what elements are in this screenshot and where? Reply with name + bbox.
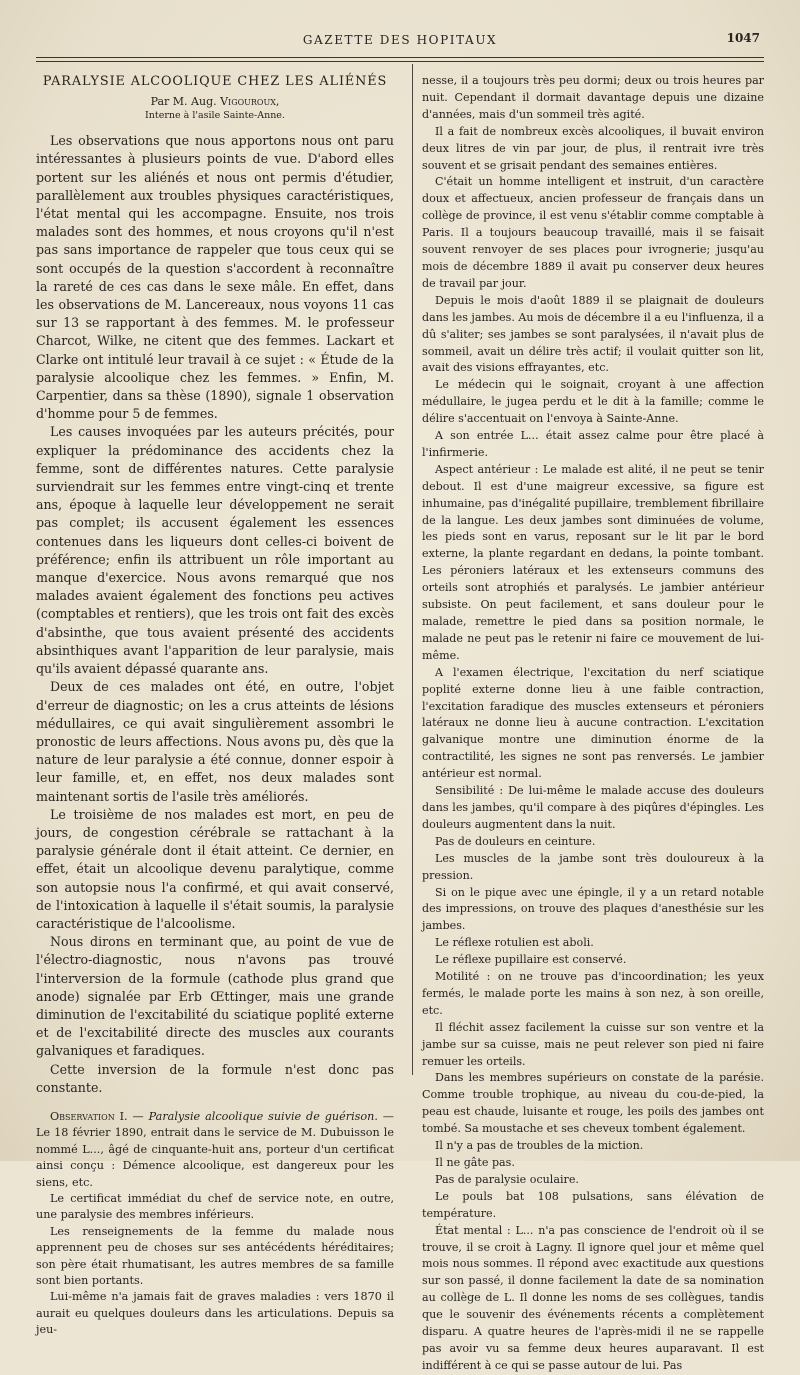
right-paragraph: Il a fait de nombreux excès alcooliques, il buvait environ deux litres de vin par jour, de plus, il rentrait ivre très souvent et se grisait pendant des semaines entières.	[422, 124, 764, 172]
left-column	[36, 73, 394, 1339]
right-paragraph: Le réflexe pupillaire est conservé.	[435, 953, 627, 967]
right-paragraph: Si on le pique avec une épingle, il y a un retard notable des impressions, on trouve des plaques d'anesthésie sur les jambes.	[422, 885, 764, 933]
left-paragraph: Le troisième de nos malades est mort, en peu de jours, de congestion cérébrale se rattachant à la paralysie générale dont il était atteint. Ce dernier, en effet, était un alcoolique devenu paralytique, comme son autopsie nous l'a confirmé, et qui avait conservé, de l'intoxication à laquelle il s'était soumis, la paralysie caractéristique de l'alcoolisme.	[36, 806, 394, 931]
right-paragraph: Pas de paralysie oculaire.	[435, 1172, 579, 1186]
right-paragraph: nesse, il a toujours très peu dormi; deux ou trois heures par nuit. Cependant il dormait davantage depuis une dizaine d'années, mais d'un sommeil très agité.	[422, 74, 764, 121]
author-role: Interne à l'asile Sainte-Anne.	[145, 110, 285, 122]
right-paragraph: Pas de douleurs en ceinture.	[435, 834, 596, 848]
observation-paragraph: Le certificat immédiat du chef de service note, en outre, une paralysie des membres inférieurs.	[36, 1192, 394, 1222]
right-paragraph: État mental : L... n'a pas conscience de l'endroit où il se trouve, il se croit à Lagny. Il ignore quel jour et même quel mois nous sommes. Il répond avec exactitude aux questions sur son passé, il donne facilement la date de sa nomination au collège de L. Il donne les noms de ses collègues, tandis que le souvenir des événements récents a complètement disparu. A quatre heures de l'après-midi il ne se rappelle pas avoir vu sa femme deux heures auparavant. Il est indifférent à ce qui se passe autour de lui. Pas	[422, 1223, 764, 1372]
right-column	[422, 73, 764, 1375]
page-number: 1047	[726, 31, 760, 45]
observation-paragraph: Les renseignements de la femme du malade nous apprennent peu de choses sur ses antécédents héréditaires; son père était rhumatisant, les autres membres de sa famille sont bien portants.	[36, 1224, 394, 1288]
observation-intro-text: — Le 18 février 1890, entrait dans le service de M. Dubuisson le nommé L..., âgé de cinquante-huit ans, porteur d'un certificat ainsi conçu : Démence alcoolique, est dangereux pour les siens, etc.	[36, 1109, 394, 1189]
left-paragraph: Les causes invoquées par les auteurs précités, pour expliquer la prédominance des accidents chez la femme, sont de différentes natures. Cette paralysie surviendrait sur les femmes entre vingt-cinq et trente ans, époque à laquelle leur développement ne serait pas complet; ils accusent également les essences contenues dans les liqueurs dont celles-ci boivent de préférence; enfin ils attribuent un rôle important au manque d'exercice. Nous avons remarqué que nos malades avaient également des fonctions peu actives (comptables et rentiers), que les trois ont fait des excès d'absinthe, que tous avaient présenté des accidents absinthiques avant l'apparition de leur paralysie, mais qu'ils avaient dépassé quarante ans.	[36, 424, 394, 677]
right-paragraph: Motilité : on ne trouve pas d'incoordination; les yeux fermés, le malade porte les mains à son nez, à son oreille, etc.	[422, 970, 764, 1017]
left-paragraph: Deux de ces malades ont été, en outre, l'objet d'erreur de diagnostic; on les a crus atteints de lésions médullaires, ce qui avait singulièrement assombri le pronostic de leurs affections. Nous avons pu, dès que la nature de leur paralysie a été connue, donner espoir à leur famille, et, en effet, nos deux malades sont maintenant sortis de l'asile très améliorés.	[36, 679, 394, 804]
author-name: Vigouroux,	[220, 95, 280, 109]
left-paragraph: Les observations que nous apportons nous ont paru intéressantes à plusieurs points de vue. D'abord elles portent sur les aliénés et nous ont permis d'étudier, parallèlement aux troubles physiques caractéristiques, l'état mental qui les accompagne. Ensuite, nos trois malades sont des hommes, et nous croyons qu'il n'est pas sans importance de rappeler que tous ceux qui se sont occupés de la question s'accordent à reconnaître la rareté de ces cas dans le sexe mâle. En effet, dans les observations de M. Lancereaux, nous voyons 11 cas sur 13 se rapportant à des femmes. M. le professeur Charcot, Wilke, ne citent que des femmes. Lackart et Clarke ont intitulé leur travail à ce sujet : « Étude de la paralysie alcoolique chez les femmes. » Enfin, M. Carpentier, dans sa thèse (1890), signale 1 observation d'homme pour 5 de femmes.	[36, 133, 394, 422]
right-paragraph: Le réflexe rotulien est aboli.	[435, 936, 594, 950]
right-paragraph: A son entrée L... était assez calme pour être placé à l'infirmerie.	[422, 429, 764, 459]
right-paragraph: Aspect antérieur : Le malade est alité, il ne peut se tenir debout. Il est d'une maigreur excessive, sa figure est inhumaine, pas d'inégalité pupillaire, tremblement fibrillaire de la langue. Les deux jambes sont diminuées de volume, les pieds sont en varus, reposant sur le lit par le bord externe, la plante regardant en dedans, la pointe tombant. Les péroniers latéraux et les extenseurs communs des orteils sont atrophiés et paralysés. Le jambier antérieur subsiste. On peut facilement, et sans douleur pour le malade, remettre le pied dans sa position normale, le malade ne peut pas le retenir ni faire ce mouvement de lui-même.	[422, 462, 764, 662]
article-title: PARALYSIE ALCOOLIQUE CHEZ LES ALIÉNÉS	[42, 74, 388, 89]
right-paragraph: Le médecin qui le soignait, croyant à une affection médullaire, le jugea perdu et le dit à la famille; comme le délire s'accentuait on l'envoya à Sainte-Anne.	[422, 378, 764, 426]
right-paragraph: Il fléchit assez facilement la cuisse sur son ventre et la jambe sur sa cuisse, mais ne peut relever son pied ni faire remuer les orteils.	[422, 1020, 764, 1068]
observation-dash: —	[127, 1109, 149, 1123]
observation-block	[36, 1109, 394, 1339]
right-paragraph: A l'examen électrique, l'excitation du nerf sciatique poplité externe donne lieu à une faible contraction, l'excitation faradique des muscles extenseurs et péroniers latéraux ne donne lieu à aucune contraction. L'excitation galvanique montre une diminution énorme de la contractilité, les signes ne sont pas renversés. Le jambier antérieur est normal.	[422, 665, 764, 781]
header-rule-thick	[36, 57, 764, 58]
header-rule-thin	[36, 61, 764, 62]
section-gap	[36, 1097, 394, 1109]
left-paragraph: Cette inversion de la formule n'est donc pas constante.	[36, 1061, 394, 1095]
right-paragraph: Il n'y a pas de troubles de la miction.	[435, 1139, 644, 1153]
observation-intro	[36, 1109, 394, 1191]
right-paragraph: C'était un homme intelligent et instruit, d'un caractère doux et affectueux, ancien professeur de français dans un collège de province, il est venu s'établir comme comptable à Paris. Il a toujours beaucoup travaillé, mais il se faisait souvent renvoyer de ses places pour ivrognerie; jusqu'au mois de décembre 1889 il avait pu conserver deux heures de travail par jour.	[422, 175, 764, 290]
observation-heading: Observation I.	[50, 1109, 128, 1123]
left-paragraph: Nous dirons en terminant que, au point de vue de l'électro-diagnostic, nous n'avons pas trouvé l'interversion de la formule (cathode plus grand que anode) signalée par Erb Œttinger, mais une grande diminution de l'excitabilité du sciatique poplité externe et de l'excitabilité directe des muscles aux courants galvaniques et faradiques.	[36, 934, 394, 1059]
right-paragraph: Le pouls bat 108 pulsations, sans élévation de température.	[422, 1189, 764, 1220]
observation-paragraph: Lui-même n'a jamais fait de graves maladies : vers 1870 il aurait eu quelques douleurs dans les articulations. Depuis sa jeu-	[36, 1290, 394, 1337]
right-paragraph: Il ne gâte pas.	[435, 1156, 515, 1169]
observation-subtitle: Paralysie alcoolique suivie de guérison.	[148, 1109, 378, 1123]
page-header	[40, 31, 760, 51]
column-divider	[412, 64, 413, 1075]
article-author	[36, 94, 394, 109]
right-paragraph: Sensibilité : De lui-même le malade accuse des douleurs dans les jambes, qu'il compare à des piqûres d'épingles. Les douleurs augmentent dans la nuit.	[422, 784, 764, 831]
right-paragraph: Dans les membres supérieurs on constate de la parésie. Comme trouble trophique, au niveau du cou-de-pied, la peau est chaude, luisante et rouge, les poils des jambes ont tombé. Sa moustache et ses cheveux tombent également.	[422, 1071, 764, 1136]
journal-title: GAZETTE DES HOPITAUX	[302, 33, 498, 47]
right-paragraph: Depuis le mois d'août 1889 il se plaignait de douleurs dans les jambes. Au mois de décembre il a eu l'influenza, il a dû s'aliter; ses jambes se sont paralysées, il n'avait plus de sommeil, avait un délire très actif; il voulait quitter son lit, avait des visions effrayantes, etc.	[422, 293, 764, 375]
author-prefix: Par M. Aug.	[150, 95, 217, 109]
right-paragraph: Les muscles de la jambe sont très douloureux à la pression.	[422, 851, 764, 882]
